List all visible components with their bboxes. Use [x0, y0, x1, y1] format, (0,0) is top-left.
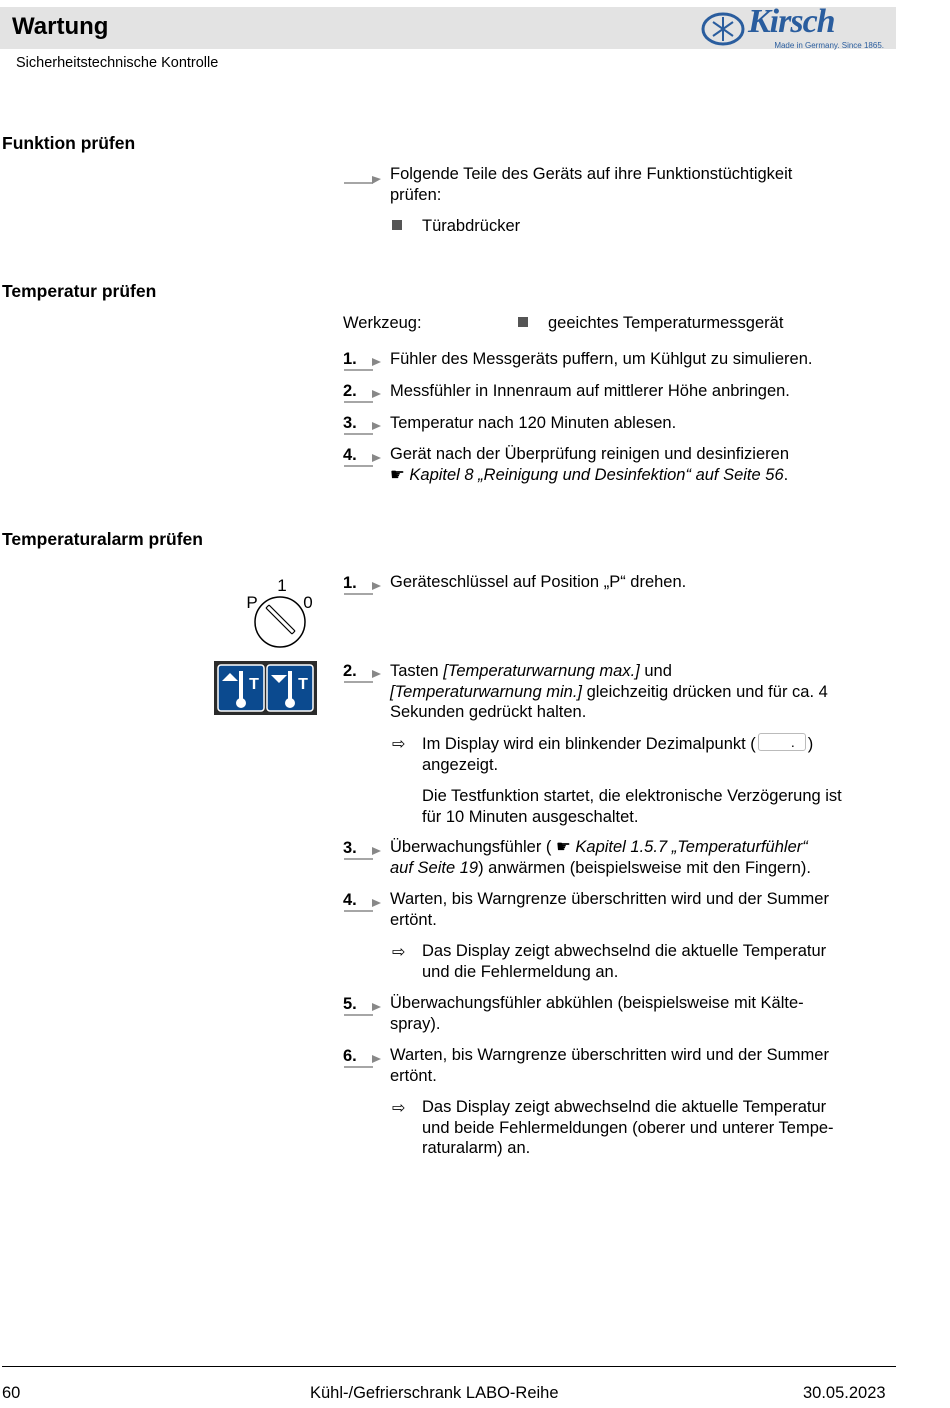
step-number: 4.	[343, 446, 383, 468]
page-subtitle: Sicherheitstechnische Kontrolle	[16, 55, 219, 71]
svg-text:T: T	[298, 676, 308, 693]
key-switch-icon	[244, 572, 319, 648]
section-heading-temperatur: Temperatur prüfen	[2, 281, 157, 301]
tool-label: Werkzeug:	[343, 314, 422, 332]
action-arrow-icon	[343, 662, 383, 684]
chapter-reference-link[interactable]: Kapitel 1.5.7 „Temperaturfühler“	[575, 838, 808, 856]
logo-tagline: Made in Germany. Since 1865.	[774, 41, 884, 50]
display-decimal-point: .	[758, 733, 806, 751]
alarm-step-2-note: Die Testfunktion startet, die elektronische Verzögerung ist für 10 Minuten ausgeschaltet.	[422, 787, 842, 826]
step-number: 5.	[343, 995, 383, 1017]
action-arrow-icon	[343, 414, 383, 436]
alarm-step-2-result: Im Display wird ein blinkender Dezimalpunkt ( . ) angezeigt.	[422, 733, 814, 774]
brand-logo	[700, 3, 890, 50]
funktion-instruction: Folgende Teile des Geräts auf ihre Funktionstüchtigkeit prüfen:	[390, 165, 793, 204]
action-arrow-icon	[343, 350, 383, 372]
step-number: 2.	[343, 382, 383, 404]
step-number: 6.	[343, 1047, 383, 1069]
step-number: 3.	[343, 839, 383, 861]
temperature-warning-button-icons	[214, 661, 317, 715]
step-number: 1.	[343, 350, 383, 372]
action-arrow-icon	[343, 839, 383, 861]
step-number: 2.	[343, 662, 383, 684]
page-number: 60	[2, 1384, 21, 1402]
section-heading-alarm: Temperaturalarm prüfen	[2, 529, 203, 549]
step-number: 4.	[343, 891, 383, 913]
alarm-step-3: Überwachungsfühler ( ☛ Kapitel 1.5.7 „Temperaturfühler“ auf Seite 19) anwärmen (beispielsweise mit den Fingern).	[390, 838, 811, 877]
temperatur-step-1: Fühler des Messgeräts puffern, um Kühlgut zu simulieren.	[390, 350, 813, 368]
action-arrow-icon	[343, 574, 383, 596]
temperature-warning-buttons	[214, 661, 317, 715]
reference-hand-icon: ☛	[556, 838, 576, 856]
svg-text:T: T	[249, 676, 259, 693]
result-arrow-icon: ⇨	[392, 1100, 406, 1117]
action-arrow-icon	[343, 382, 383, 404]
result-arrow-icon: ⇨	[392, 944, 406, 961]
section-heading-funktion: Funktion prüfen	[2, 133, 136, 153]
footer-date: 30.05.2023	[803, 1384, 886, 1402]
footer-product: Kühl-/Gefrierschrank LABO-Reihe	[310, 1384, 559, 1402]
action-arrow-icon	[343, 170, 383, 186]
footer-divider	[2, 1366, 896, 1367]
alarm-step-6-result: Das Display zeigt abwechselnd die aktuelle Temperatur und beide Fehlermeldungen (oberer und unterer Tempe- raturalarm) an.	[422, 1098, 834, 1157]
alarm-step-2: Tasten [Temperaturwarnung max.] und [Temperaturwarnung min.] gleichzeitig drücken und für ca. 4 Sekunden gedrückt halten.	[390, 662, 828, 721]
reference-hand-icon: ☛	[390, 465, 405, 484]
alarm-step-6: Warten, bis Warngrenze überschritten wird und der Summer ertönt.	[390, 1046, 829, 1085]
alarm-step-5: Überwachungsfühler abkühlen (beispielsweise mit Kälte- spray).	[390, 994, 804, 1033]
key-label-p: P	[246, 593, 258, 612]
temperatur-step-3: Temperatur nach 120 Minuten ablesen.	[390, 414, 677, 432]
alarm-step-4: Warten, bis Warngrenze überschritten wird und der Summer ertönt.	[390, 890, 829, 929]
key-label-1: 1	[277, 576, 287, 595]
chapter-reference-link[interactable]: Kapitel 8 „Reinigung und Desinfektion“ auf Seite 56	[409, 465, 784, 484]
snowflake-icon	[700, 9, 746, 49]
page-reference-link[interactable]: auf Seite 19	[390, 858, 479, 877]
funktion-bullet-item: Türabdrücker	[422, 217, 521, 235]
step-number: 1.	[343, 574, 383, 596]
result-arrow-icon: ⇨	[392, 736, 406, 753]
square-bullet-icon	[518, 317, 528, 327]
temperatur-step-2: Messfühler in Innenraum auf mittlerer Höhe anbringen.	[390, 382, 790, 400]
action-arrow-icon	[343, 995, 383, 1017]
action-arrow-icon	[343, 446, 383, 468]
tool-item: geeichtes Temperaturmessgerät	[548, 314, 784, 332]
action-arrow-icon	[343, 891, 383, 913]
logo-wordmark: Kirsch	[748, 3, 835, 40]
step-number: 3.	[343, 414, 383, 436]
temperatur-step-4: Gerät nach der Überprüfung reinigen und desinfizieren ☛ Kapitel 8 „Reinigung und Desinfektion“ auf Seite 56.	[390, 445, 789, 484]
alarm-step-1: Geräteschlüssel auf Position „P“ drehen.	[390, 573, 687, 591]
alarm-step-4-result: Das Display zeigt abwechselnd die aktuelle Temperatur und die Fehlermeldung an.	[422, 942, 827, 981]
key-label-0: 0	[303, 593, 313, 612]
square-bullet-icon	[392, 220, 402, 230]
page-title: Wartung	[12, 13, 109, 40]
action-arrow-icon	[343, 1047, 383, 1069]
